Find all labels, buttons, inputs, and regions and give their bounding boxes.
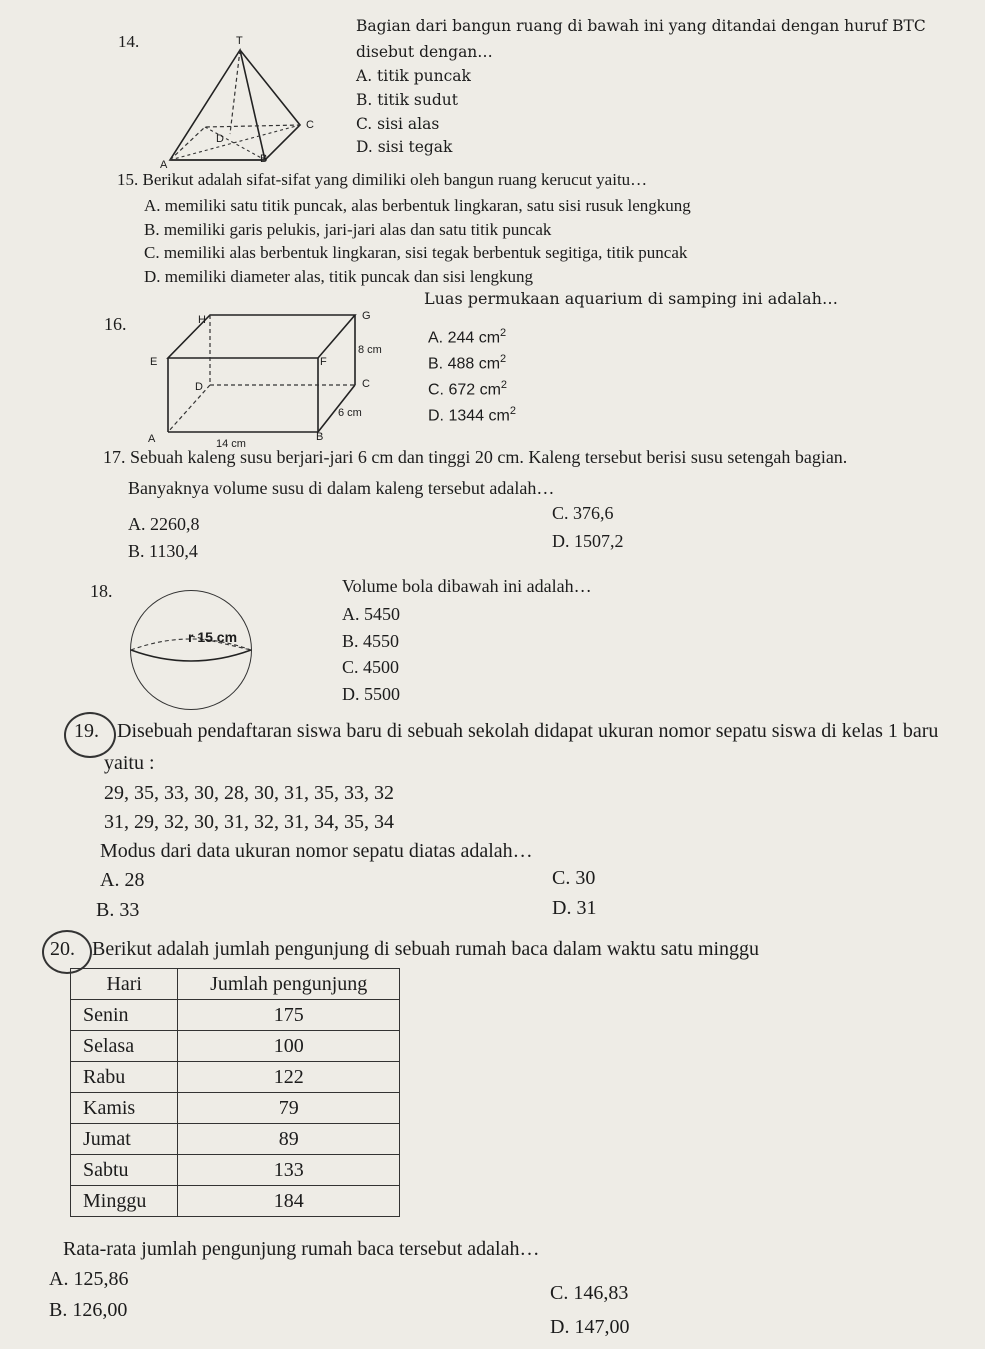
table-row [71,1155,400,1186]
q14-option-c: C. sisi alas [356,115,440,133]
table-cell-day: Rabu [71,1062,178,1093]
q17-option-a: A. 2260,8 [128,514,200,534]
table-cell-day: Senin [71,1000,178,1031]
label-d: D [216,133,224,145]
table-cell-count: 133 [178,1155,400,1186]
label-length: 14 cm [216,438,246,450]
table-row [71,1093,400,1124]
q19-number: 19. [74,720,99,742]
q19-option-b: B. 33 [96,899,140,921]
table-header-row [71,969,400,1000]
table-row [71,1124,400,1155]
table-cell-day: Minggu [71,1186,178,1217]
q19-option-c: C. 30 [552,867,596,889]
table-cell-day: Jumat [71,1124,178,1155]
q18-number: 18. [90,581,113,601]
q17-option-d: D. 1507,2 [552,531,624,551]
q20-option-a: A. 125,86 [49,1268,129,1290]
q15-option-a: A. memiliki satu titik puncak, alas berbentuk lingkaran, satu sisi rusuk lengkung [144,196,691,215]
q15-option-c: C. memiliki alas berbentuk lingkaran, sisi tegak berbentuk segitiga, titik puncak [144,243,688,262]
table-row [71,1000,400,1031]
label-radius: r 15 cm [188,629,238,645]
table-cell-count: 175 [178,1000,400,1031]
label-t: T [236,35,243,47]
table-cell-count: 122 [178,1062,400,1093]
label-f: F [320,356,327,368]
q20-number: 20. [50,938,75,960]
label-h: H [198,314,206,326]
label-a: A [148,433,156,445]
label-height: 8 cm [358,344,382,356]
pyramid-figure [150,30,330,170]
label-b: B [260,153,268,165]
cuboid-figure [140,305,410,455]
label-b: B [316,431,324,443]
q16-option-a: A. 244 $cm^2$ [428,327,507,347]
q16-question: Luas permukaan aquarium di samping ini adalah… [424,289,838,308]
q14-option-b: B. titik sudut [356,91,459,109]
table-row [71,1062,400,1093]
q17-question: 17. Sebuah kaleng susu berjari-jari 6 cm dan tinggi 20 cm. Kaleng tersebut berisi susu setengah bagian. [103,447,848,467]
label-e: E [150,356,158,368]
q14-number: 14. [118,32,140,51]
table-header: Jumlah pengunjung [178,969,400,1000]
q16-option-b: B. 488 $cm^2$ [428,353,507,373]
q20-option-c: C. 146,83 [550,1282,629,1304]
label-c: C [306,119,314,131]
q18-question: Volume bola dibawah ini adalah… [342,576,592,596]
q18-option-a: A. 5450 [342,604,400,624]
q19-intro: yaitu : [104,752,155,774]
q20-option-d: D. 147,00 [550,1316,630,1338]
q15-option-b: B. memiliki garis pelukis, jari-jari alas dan satu titik puncak [144,220,552,239]
table-cell-count: 100 [178,1031,400,1062]
q16-option-d: D. 1344 $cm^2$ [428,405,516,425]
table-cell-count: 184 [178,1186,400,1217]
table-row [71,1031,400,1062]
table-header: Hari [71,969,178,1000]
q19-question2: Modus dari data ukuran nomor sepatu diatas adalah… [100,840,533,862]
q19-data-line2: 31, 29, 32, 30, 31, 32, 31, 34, 35, 34 [104,811,394,833]
table-cell-day: Sabtu [71,1155,178,1186]
q15-option-d: D. memiliki diameter alas, titik puncak dan sisi lengkung [144,267,534,286]
q18-option-c: C. 4500 [342,657,400,677]
q16-option-c: C. 672 $cm^2$ [428,379,508,399]
label-c: C [362,378,370,390]
q17-option-b: B. 1130,4 [128,541,198,561]
label-d: D [195,381,203,393]
q17-question2: Banyaknya volume susu di dalam kaleng tersebut adalah… [128,478,555,498]
q20-question: Berikut adalah jumlah pengunjung di sebuah rumah baca dalam waktu satu minggu [92,938,760,960]
table-cell-count: 79 [178,1093,400,1124]
sphere-figure [130,590,254,712]
visitors-table [70,968,400,1217]
table-cell-count: 89 [178,1124,400,1155]
q18-option-d: D. 5500 [342,684,400,704]
label-a: A [160,159,168,170]
label-width: 6 cm [338,407,362,419]
q20-option-b: B. 126,00 [49,1299,128,1321]
q19-question: Disebuah pendaftaran siswa baru di sebuah sekolah didapat ukuran nomor sepatu siswa di kelas 1 baru [117,720,939,742]
q14-option-a: A. titik puncak [356,67,471,85]
q14-option-d: D. sisi tegak [356,138,453,156]
table-cell-day: Selasa [71,1031,178,1062]
q15-question: 15. Berikut adalah sifat-sifat yang dimiliki oleh bangun ruang kerucut yaitu… [117,170,648,189]
table-row [71,1186,400,1217]
label-g: G [362,310,371,322]
q14-question-line1: Bagian dari bangun ruang di bawah ini yang ditandai dengan huruf BTC [356,17,926,35]
q17-option-c: C. 376,6 [552,503,614,523]
table-cell-day: Kamis [71,1093,178,1124]
q18-option-b: B. 4550 [342,631,400,651]
q19-data-line1: 29, 35, 33, 30, 28, 30, 31, 35, 33, 32 [104,782,394,804]
q20-question2: Rata-rata jumlah pengunjung rumah baca tersebut adalah… [63,1238,540,1260]
q16-number: 16. [104,314,127,334]
q19-option-a: A. 28 [100,869,145,891]
q19-option-d: D. 31 [552,897,597,919]
q14-question-line2: disebut dengan… [356,43,493,61]
